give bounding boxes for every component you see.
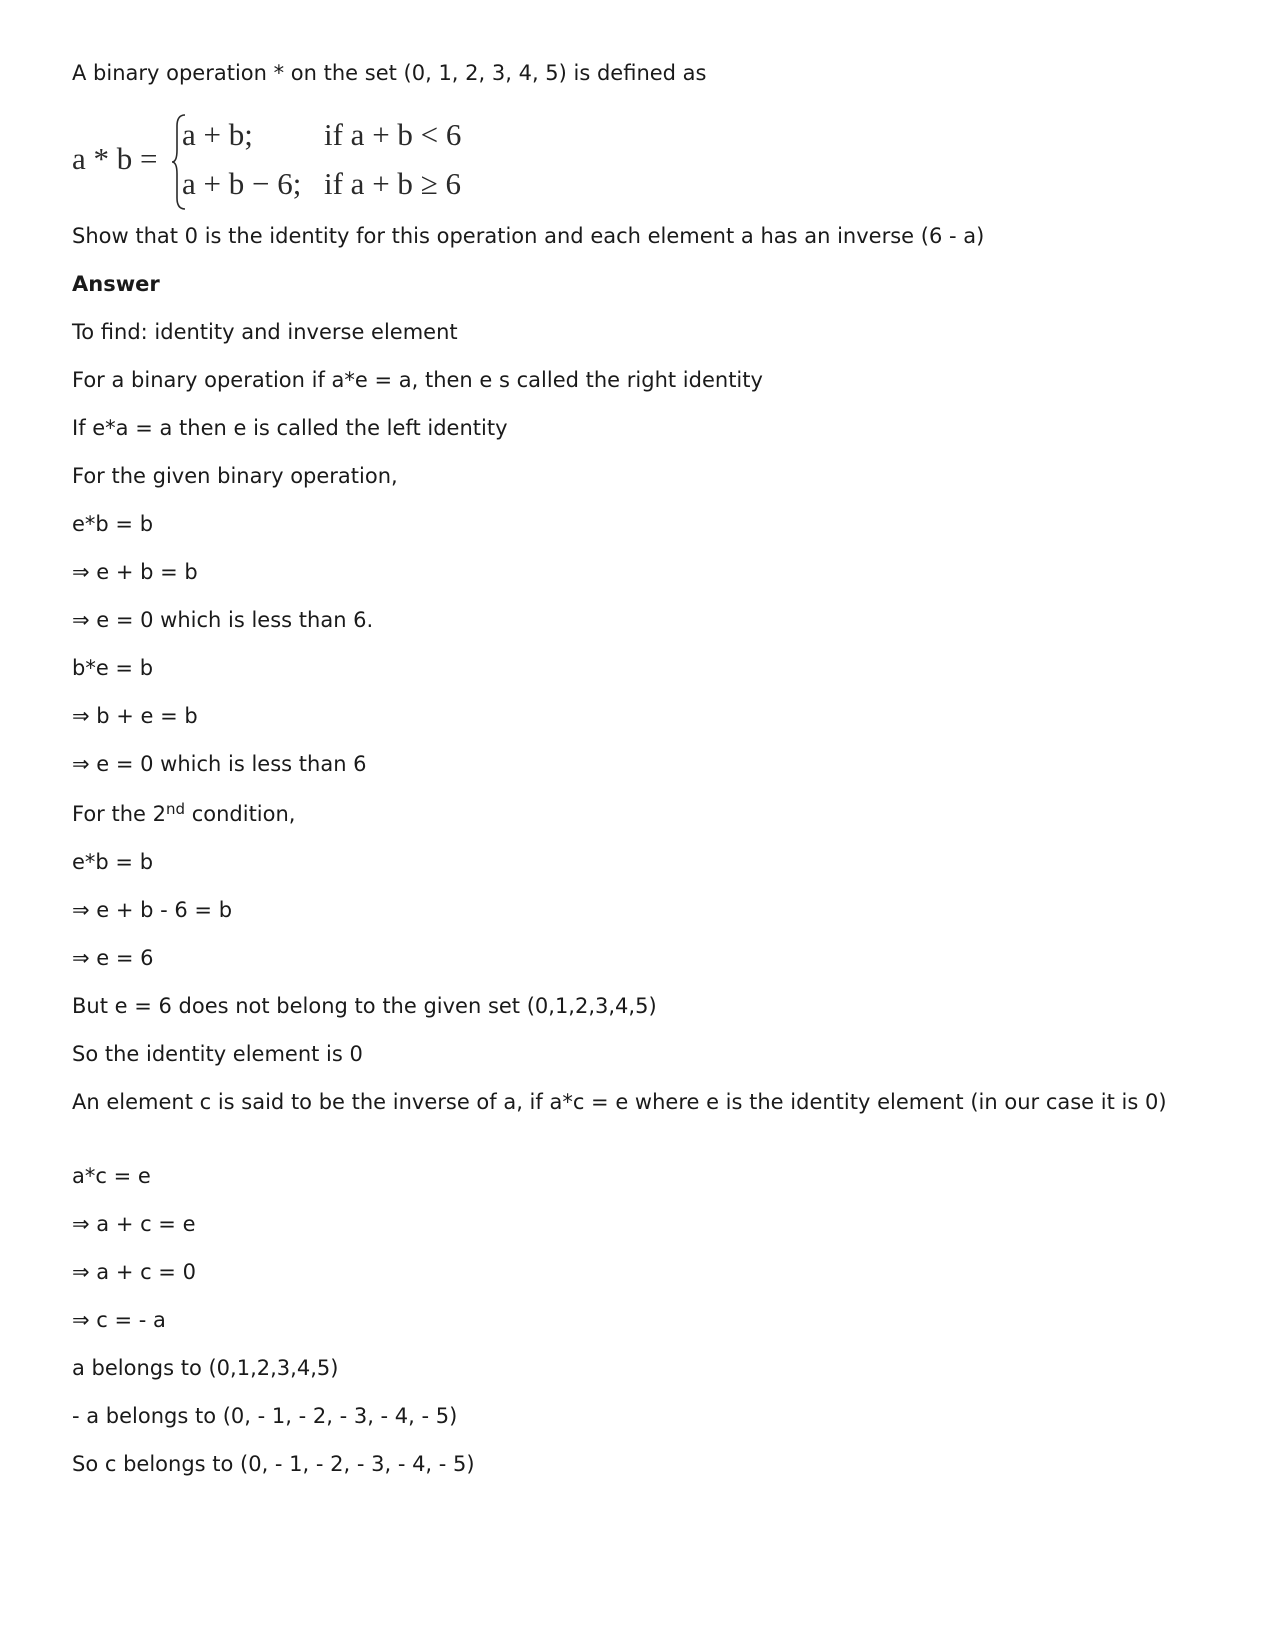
case-2-expression: a + b − 6; <box>182 166 302 201</box>
question-intro: A binary operation * on the set (0, 1, 2, 3, 4, 5) is defined as <box>72 61 707 85</box>
answer-line: So the identity element is 0 <box>72 1042 363 1066</box>
piecewise-definition <box>72 112 492 212</box>
answer-line: For a binary operation if a*e = a, then e s called the right identity <box>72 368 763 392</box>
answer-line: To find: identity and inverse element <box>72 320 458 344</box>
answer-line: ⇒ b + e = b <box>72 704 198 728</box>
question-prompt: Show that 0 is the identity for this operation and each element a has an inverse (6 - a) <box>72 224 985 248</box>
answer-line: e*b = b <box>72 512 154 536</box>
answer-line: e*b = b <box>72 850 154 874</box>
answer-line: a*c = e <box>72 1164 151 1188</box>
answer-line: If e*a = a then e is called the left identity <box>72 416 508 440</box>
case-2-condition: if a + b ≥ 6 <box>324 166 461 201</box>
second-condition-line <box>72 800 295 828</box>
answer-line: ⇒ e = 6 <box>72 946 154 970</box>
answer-line: ⇒ a + c = 0 <box>72 1260 196 1284</box>
second-condition-superscript: nd <box>166 800 186 818</box>
answer-line: But e = 6 does not belong to the given set (0,1,2,3,4,5) <box>72 994 657 1018</box>
case-1-condition: if a + b < 6 <box>324 117 462 152</box>
answer-line: ⇒ e + b - 6 = b <box>72 898 233 922</box>
answer-line: For the given binary operation, <box>72 464 398 488</box>
answer-line: ⇒ e = 0 which is less than 6 <box>72 752 367 776</box>
second-condition-prefix: For the 2 <box>72 802 166 826</box>
case-1-expression: a + b; <box>182 117 253 152</box>
answer-line: ⇒ e = 0 which is less than 6. <box>72 608 374 632</box>
answer-line: ⇒ e + b = b <box>72 560 198 584</box>
answer-line: - a belongs to (0, - 1, - 2, - 3, - 4, - 5) <box>72 1404 458 1428</box>
answer-line: ⇒ c = - a <box>72 1308 166 1332</box>
inverse-definition-paragraph: An element c is said to be the inverse of a, if a*c = e where e is the identity element (in our case it is 0) <box>72 1090 1167 1114</box>
second-condition-suffix: condition, <box>185 802 296 826</box>
answer-line: b*e = b <box>72 656 154 680</box>
answer-line: ⇒ a + c = e <box>72 1212 196 1236</box>
answer-heading: Answer <box>72 272 160 296</box>
answer-line: a belongs to (0,1,2,3,4,5) <box>72 1356 339 1380</box>
definition-lhs: a * b = <box>72 141 158 176</box>
answer-line: So c belongs to (0, - 1, - 2, - 3, - 4, - 5) <box>72 1452 475 1476</box>
